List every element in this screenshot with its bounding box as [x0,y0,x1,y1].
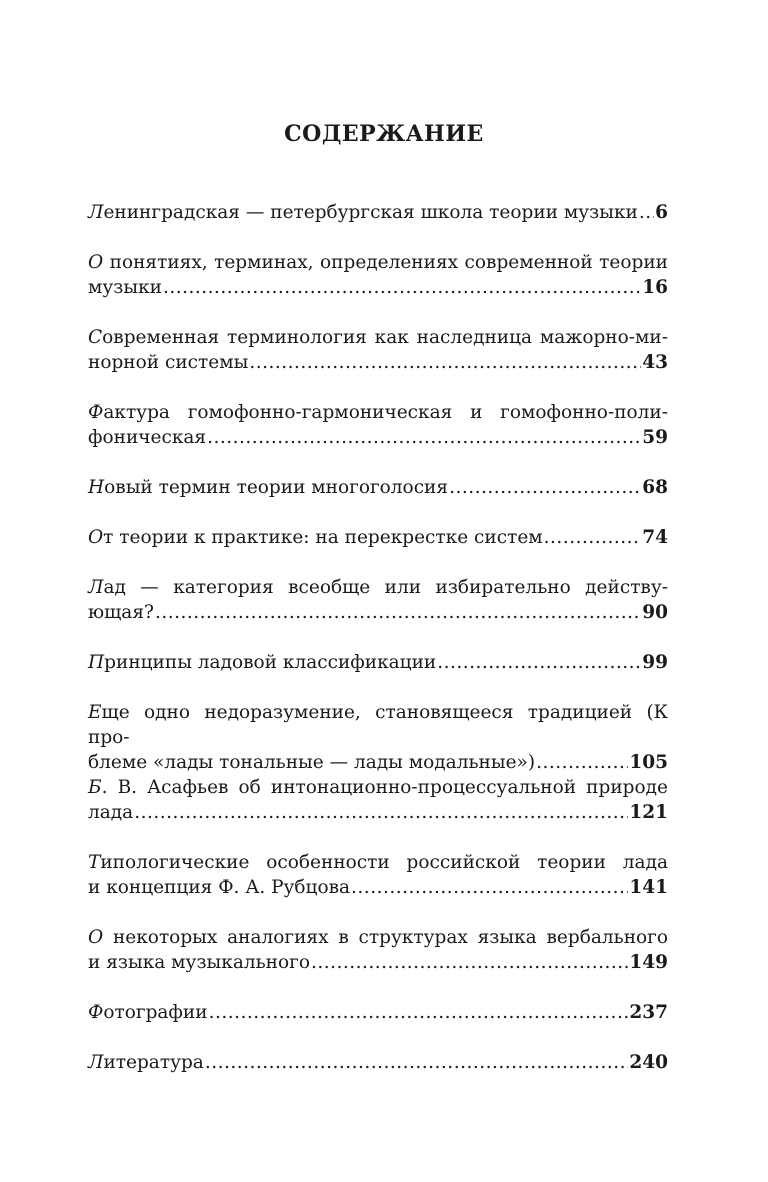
toc-entry[interactable] [88,700,668,775]
toc-entry-initial: Л [88,577,104,598]
toc-entry[interactable] [88,850,668,900]
toc-entry-text: и концепция Ф. А. Рубцова [88,877,351,898]
toc-entry-text: музыки [88,277,162,298]
toc-entry-line [88,925,668,950]
toc-entry-initial: Т [88,852,101,873]
page-number: 141 [629,877,668,898]
toc-entry[interactable] [88,200,668,225]
page-number: 90 [642,602,668,623]
page-number: 237 [629,1002,668,1023]
dot-leader [155,600,641,625]
dot-leader [249,350,641,375]
toc-entry[interactable] [88,400,668,450]
toc-entry-last-line [88,475,668,500]
toc-entry-text: ад — категория всеобще или избирательно действу- [103,577,668,598]
toc-entry-initial: Ф [88,1002,104,1023]
toc-entry-text: понятиях, терминах, определениях современной теории [103,252,668,273]
dot-leader [639,200,654,225]
toc-entry-text: т теории к практике: на перекрестке систем [103,527,543,548]
dot-leader [205,1050,629,1075]
dot-leader [544,525,642,550]
toc-entry-line [88,575,668,600]
toc-entry-last-line [88,875,668,900]
dot-leader [311,950,628,975]
toc-entry-text: отографии [103,1002,208,1023]
toc-entry-initial: П [88,652,105,673]
toc-entry[interactable] [88,575,668,625]
page-number: 6 [655,202,668,223]
toc-entry-text: ринципы ладовой классификации [104,652,437,673]
toc-entry-last-line [88,600,668,625]
toc-entry-initial: О [88,527,104,548]
toc-entry-last-line [88,750,668,775]
toc-entry[interactable] [88,650,668,675]
toc-entry[interactable] [88,525,668,550]
toc-entry-line [88,775,668,800]
toc-entry-initial: Л [88,1052,104,1073]
toc-entry-initial: Б [88,777,102,798]
toc-entry-text: овременная терминология как наследница мажорно-ми- [102,327,668,348]
toc-entry-text: блеме «лады тональные — лады модальные») [88,752,536,773]
toc-entry-last-line [88,1050,668,1075]
toc-entry[interactable] [88,250,668,300]
toc-entry-initial: Е [88,702,102,723]
toc-entry-text: актура гомофонно-гармоническая и гомофонно-поли- [103,402,668,423]
toc-entry-text: ще одно недоразумение, становящееся традицией (К про- [88,702,668,748]
toc-entry-text: овый термин теории многоголосия [104,477,449,498]
toc-entry-initial: О [88,252,104,273]
toc-entry-initial: О [88,927,104,948]
toc-entry-text: лада [88,802,134,823]
toc-entry-text: норной системы [88,352,249,373]
dot-leader [163,275,641,300]
dot-leader [437,650,641,675]
toc-entry-text: некоторых аналогиях в структурах языка вербального [103,927,668,948]
dot-leader [207,425,641,450]
page-number: 99 [642,652,668,673]
dot-leader [209,1000,629,1025]
toc-entry-last-line [88,650,668,675]
toc-entry[interactable] [88,1000,668,1025]
toc-entry-text: . В. Асафьев об интонационно-процессуальной природе [101,777,668,798]
toc-entry[interactable] [88,325,668,375]
toc-entry-last-line [88,200,668,225]
toc-entry[interactable] [88,925,668,975]
toc-entry[interactable] [88,1050,668,1075]
dot-leader [351,875,628,900]
toc-entry-last-line [88,350,668,375]
toc-entry-text: фоническая [88,427,207,448]
page-number: 43 [642,352,668,373]
page-number: 149 [629,952,668,973]
page-number: 68 [642,477,668,498]
dot-leader [536,750,628,775]
dot-leader [449,475,641,500]
toc-entry-line [88,400,668,425]
toc-entry-last-line [88,425,668,450]
toc-entry-last-line [88,950,668,975]
toc-entry-initial: Л [88,202,104,223]
toc-entry[interactable] [88,775,668,825]
toc-entry-last-line [88,800,668,825]
dot-leader [134,800,628,825]
page-title: СОДЕРЖАНИЕ [284,121,484,147]
toc-entry-line [88,700,668,750]
toc-entry-line [88,850,668,875]
toc-entry-last-line [88,1000,668,1025]
toc-entry-initial: Н [88,477,105,498]
page-number: 121 [629,802,668,823]
toc-entry-initial: С [88,327,103,348]
toc-entry-line [88,325,668,350]
page-number: 16 [642,277,668,298]
toc-entry-text: итература [103,1052,204,1073]
toc-entry-initial: Ф [88,402,104,423]
toc-entry[interactable] [88,475,668,500]
toc-entry-last-line [88,275,668,300]
page-number: 240 [629,1052,668,1073]
toc-entry-text: енинградская — петербургская школа теории музыки [103,202,638,223]
page-number: 74 [642,527,668,548]
toc-entry-last-line [88,525,668,550]
page-number: 105 [629,752,668,773]
toc-entry-text: и языка музыкального [88,952,310,973]
page-number: 59 [642,427,668,448]
toc-entry-line [88,250,668,275]
toc-entry-text: ипологические особенности российской теории лада [100,852,668,873]
toc-entry-text: ющая? [88,602,154,623]
